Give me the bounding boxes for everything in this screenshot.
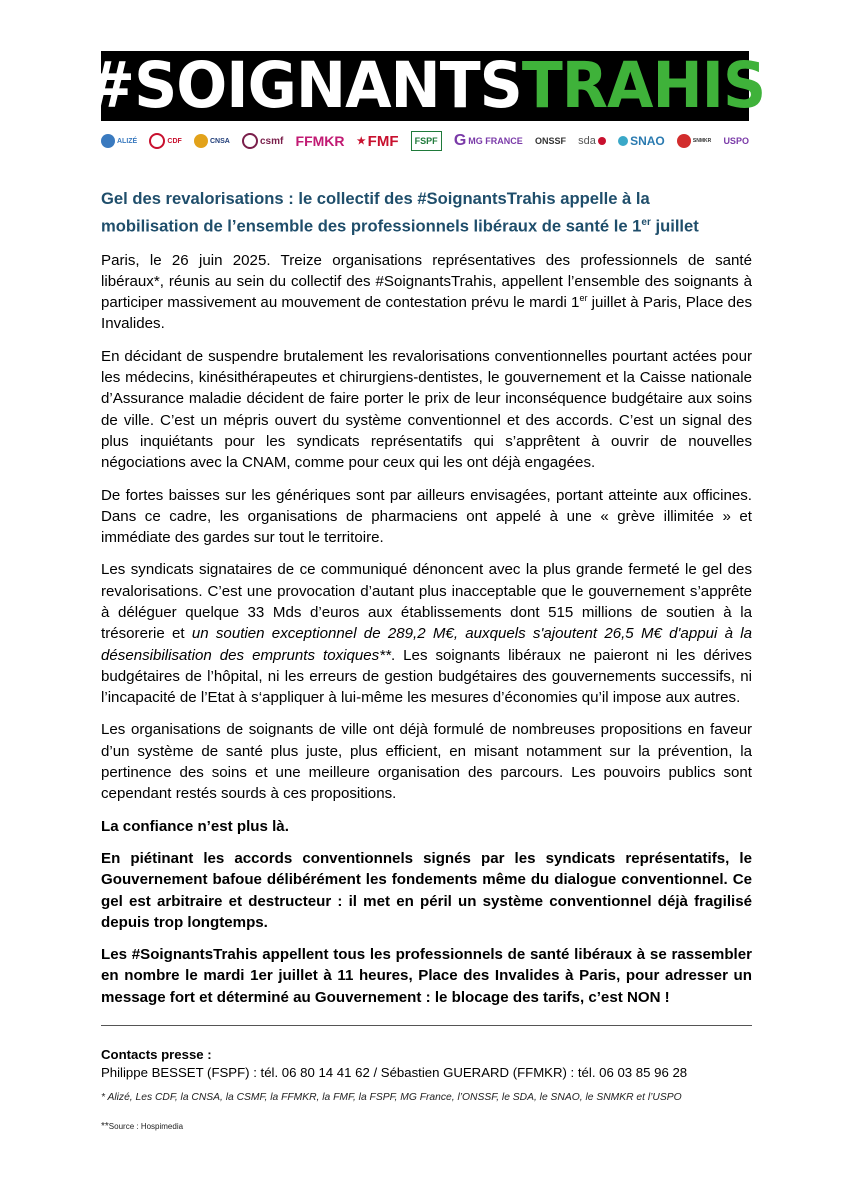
- logo-snmkr: SNMKR: [677, 134, 711, 148]
- paragraph-propositions: Les organisations de soignants de ville ont déjà formulé de nombreuses propositions en faveur d’un système de santé plus juste, plus efficient, en misant notamment sur la prévention, la pertinence des soins et une meilleure organisation des parcours. Les pouvoirs publics sont cependant restés sourds à ces propositions.: [101, 721, 752, 803]
- contacts-heading: Contacts presse :: [101, 1047, 212, 1062]
- partner-logos: [101, 123, 749, 159]
- logo-uspo: USPO: [723, 136, 749, 146]
- logo-ffmkr: FFMKR: [295, 133, 345, 149]
- header-banner: [84, 49, 766, 123]
- logo-csmf: csmf: [242, 133, 283, 149]
- logo-snao: SNAO: [618, 134, 665, 148]
- paragraph-intro: Paris, le 26 juin 2025. Treize organisations représentatives des professionnels de santé libéraux*, réunis au sein du collectif des #SoignantsTrahis, appellent l’ensemble des soignants à participer massivement au mouvement de contestation prévu le mardi 1er juillet à Paris, Place des Invalides.: [101, 251, 753, 333]
- logo-fmf: ★ FMF: [356, 132, 399, 150]
- press-contacts: [101, 1046, 752, 1082]
- paragraph-gel: En piétinant les accords conventionnels signés par les syndicats représentatifs, le Gouvernement bafoue délibérément les fondements même du dialogue conventionnel. Ce gel est arbitraire et destructeur : il met en péril un système conventionnel déjà fragilisé depuis trop longtemps.: [101, 849, 752, 931]
- paragraph-denonciation: Les syndicats signataires de ce communiqué dénoncent avec la plus grande fermeté le gel des revalorisations. C’est une provocation d’autant plus inacceptable que le gouvernement s’apprête à déléguer quelque 33 Mds d’euros aux établissements dont 515 millions de soutien à la trésorerie et un soutien exceptionnel de 289,2 M€, auxquels s'ajoutent 26,5 M€ d'appui à la désensibilisation des emprunts toxiques**. Les soignants libéraux ne paieront ni les dérives budgétaires de l’hôpital, ni les erreurs de gestion budgétaires des gouvernements successifs, ni l’incapacité de l’Etat à s‘appliquer à lui-même les mesures d’économies qu’il impose aux autres.: [101, 561, 752, 707]
- paragraph-confiance: La confiance n’est plus là.: [101, 817, 289, 835]
- press-release-body: [101, 187, 752, 1019]
- logo-cnsa: CNSA: [194, 134, 230, 148]
- logo-fspf: FSPF: [411, 131, 442, 151]
- logo-mg-france: G MG FRANCE: [453, 132, 523, 149]
- logo-sda: sda: [578, 135, 606, 147]
- footnote-organisations: * Alizé, Les CDF, la CNSA, la CSMF, la FFMKR, la FMF, la FSPF, MG France, l’ONSSF, le SDA, le SNAO, le SNMKR et l’USPO: [101, 1092, 682, 1103]
- footnote-source: **Source : Hospimedia: [101, 1121, 184, 1132]
- paragraph-generiques: De fortes baisses sur les génériques sont par ailleurs envisagées, portant atteinte aux officines. Dans ce cadre, les organisations de pharmaciens ont appelé à une « grève illimitée » et immédiate des gardes sur tout le territoire.: [101, 486, 752, 547]
- contacts-line: Philippe BESSET (FSPF) : tél. 06 80 14 41 62 / Sébastien GUERARD (FFMKR) : tél. 06 03 85 96 28: [101, 1065, 688, 1080]
- logo-cdf: CDF: [149, 133, 181, 149]
- press-release-title: Gel des revalorisations : le collectif des #SoignantsTrahis appelle à la mobilisation de l’ensemble des professionnels libéraux de santé le 1er juillet: [101, 189, 699, 236]
- logo-onssf: ONSSF: [534, 136, 566, 146]
- paragraph-appel: Les #SoignantsTrahis appellent tous les professionnels de santé libéraux à se rassembler en nombre le mardi 1er juillet à 11 heures, Place des Invalides à Paris, pour adresser un message fort et déterminé au Gouvernement : le blocage des tarifs, c’est NON !: [101, 946, 752, 1006]
- logo-alize: ALIZÉ: [101, 134, 137, 148]
- banner-hashtag: #SOIGNANTSTRAHIS: [84, 49, 766, 123]
- divider: [101, 1025, 752, 1026]
- paragraph-suspension: En décidant de suspendre brutalement les revalorisations conventionnelles pourtant actées pour les médecins, kinésithérapeutes et chirurgiens-dentistes, le gouvernement et la Caisse nationale d’Assurance maladie décident de faire porter le prix de leur inconséquence budgétaire aux soins de ville. C’est un mépris ouvert du système conventionnel et des accords. C’est un signal des plus inquiétants pour les syndicats représentatifs qui s’apprêtent à ouvrir de nouvelles négociations avec la CNAM, comme pour ceux qui les ont déjà engagées.: [101, 347, 752, 472]
